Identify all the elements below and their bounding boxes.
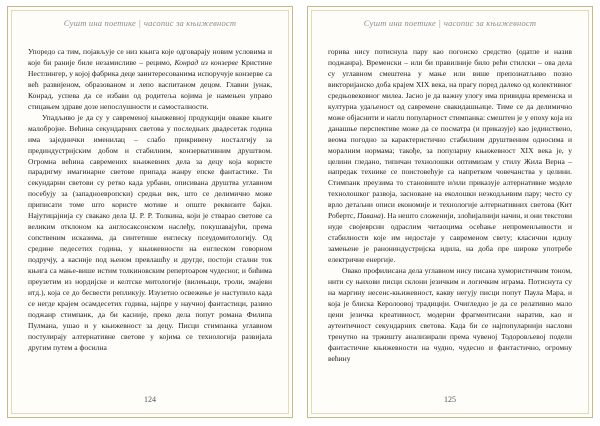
body-text	[28, 47, 272, 354]
journal-subtitle: часопис за књижевност	[143, 18, 237, 28]
right-page	[307, 6, 593, 418]
paragraph	[28, 113, 272, 354]
left-page	[7, 6, 293, 418]
journal-title: Сушт ина поетике	[63, 18, 136, 28]
paragraph-text: Овако профилисана дела углавном нису писана хумористичким тоном, нити су њихови писци склони језичким и логичким играма. Потиснута су на маргину несенс-књижевност, какву негују писци попут Паула Мара, и која је блиска Керолоовој традицији. Очигледно је да се релативно мало цени језичка креативност, модерни фрагментисани наратив, као и аутентичност секундарних светова. Када би се најпопуларнији наслови тренутно на тржишту анализирали према чувеној Тодоровљевој подели фантастичне књижевности на чудно, чудесно и фантастично, огромну већину	[328, 266, 572, 363]
paragraph-text: ). На нешто сложенији, злоћијалнији начин, и они текстови нуде својеврсни одраслим читаоцима осећање непроменљивости и стабилности које им недостаје у савременом свету; класични идилу замењене је ранониндустријска идила, на доба пре широке употребе електричне енергије.	[328, 211, 572, 265]
paragraph	[28, 47, 272, 113]
paragraph-text: Упоредо са тим, појављује се низ књига које одговарају новим условима и које би раније биле незамисливе – рецимо,	[28, 47, 272, 67]
paragraph-text: Упадљиво је да су у савременој књижевној продукцији овакве књиге малобројне. Већина секундарних светова у последњих двадесетак година има заједнички именилац – слабо прикривену носталгију за прединдустријским добом и стабилним, конзервативним друштвом. Огромна већина савремених књижевних дела за децу која користе парадигму имагинарне светове припада жанру епске фантастике. Ти секундарни светови су ретко када урбани, описивана друштва углавном посебују за (западноевропски) средњи век, што се делимично може приписати томе што користе мотиве и опште реквизите бајки. Најутицајнија су свакако дела Џ. Р. Р. Толкина, који је стварао светове са великим отклоном ка англосаксонском наслеђу, покушавајући, према сопственим исказима, да синтетише енглеску псеудомитологију. Од средине педесетих година, у књижевности на енглеском говорном подручју, а касније под њеном превлашћу и другде, постоји стални ток књига са мање-више истим толкиновским репертоаром чудесног, и бићима преузетим из нордијске и келтске митологије (вилењаци, троли, змајеви итд.), која се до бесвести репликују. Изузетно освежење је наступило када се негде крајем осамдесетих година, најпре у научној фантастици, развио поджанр стимпанк, да би касније, преко дела попут романа Филипа Пулмана, ушао и у књижевност за децу. Писци стимпанка углавном постулирају алтернативне светове у којима се технологија развијала другим путем а фосилна	[28, 112, 272, 352]
italic-title: Конрад из конзерве	[174, 57, 239, 67]
journal-subtitle: часопис за књижевност	[443, 18, 537, 28]
page-number: 124	[144, 395, 156, 404]
paragraph-text: горива нису потиснула пару као погонско средство (одатле и назив поджанра). Временски – или би правилније било рећи стилски – ова дела су углавном смештена у мање или више препознатљиво позно викторијанско доба крајем XIX века, на прагу поред далеко од колективног средњовековног милеа. Јасно је да важну улогу има привидна временска и културна удаљеност од савремене свакидашњице. Тиме се да делимично може објаснити и наглu популарност стимпанка: смештен је у епоху која из данашње перспективе може да се посматра (и приказује) као јединствено, веома погодно за карактеристично стабилним друштвеним односима и моралним нормама; такође, за популарну књижевност XIX века је, у целини гледано, типичан технолошки оптимизам у стилу Жила Верна – напредак технике се поистовећује са напретком човечанства у целини. Стимпанк преузима то становиште и/или приказује алтернативне моделе технолошког развоја, засноване на еколошки неэкодљивим пару; често су врло детаљни описи економије и технологије алтернативних светова (Кит Робертс,	[328, 47, 572, 221]
paragraph	[328, 47, 572, 266]
running-header	[8, 18, 292, 28]
paragraph	[328, 266, 572, 365]
header-separator: |	[439, 18, 441, 28]
italic-title: Павана	[357, 211, 381, 221]
body-text	[328, 47, 572, 365]
paragraph-text: Кристине Нестлингер, у којој фабрика деце заинтересованима испоручује конзерве са већ развијеном, образованом и лепо васпитаном децом. Главни јунак, Конрад, успева да се избави од родитеља којима је намењен управо стицањем здраве дозе непослушности и самосталности.	[28, 57, 272, 111]
header-separator: |	[139, 18, 141, 28]
journal-title: Сушт ина поетике	[363, 18, 436, 28]
page-number: 125	[444, 395, 456, 404]
running-header	[308, 18, 592, 28]
